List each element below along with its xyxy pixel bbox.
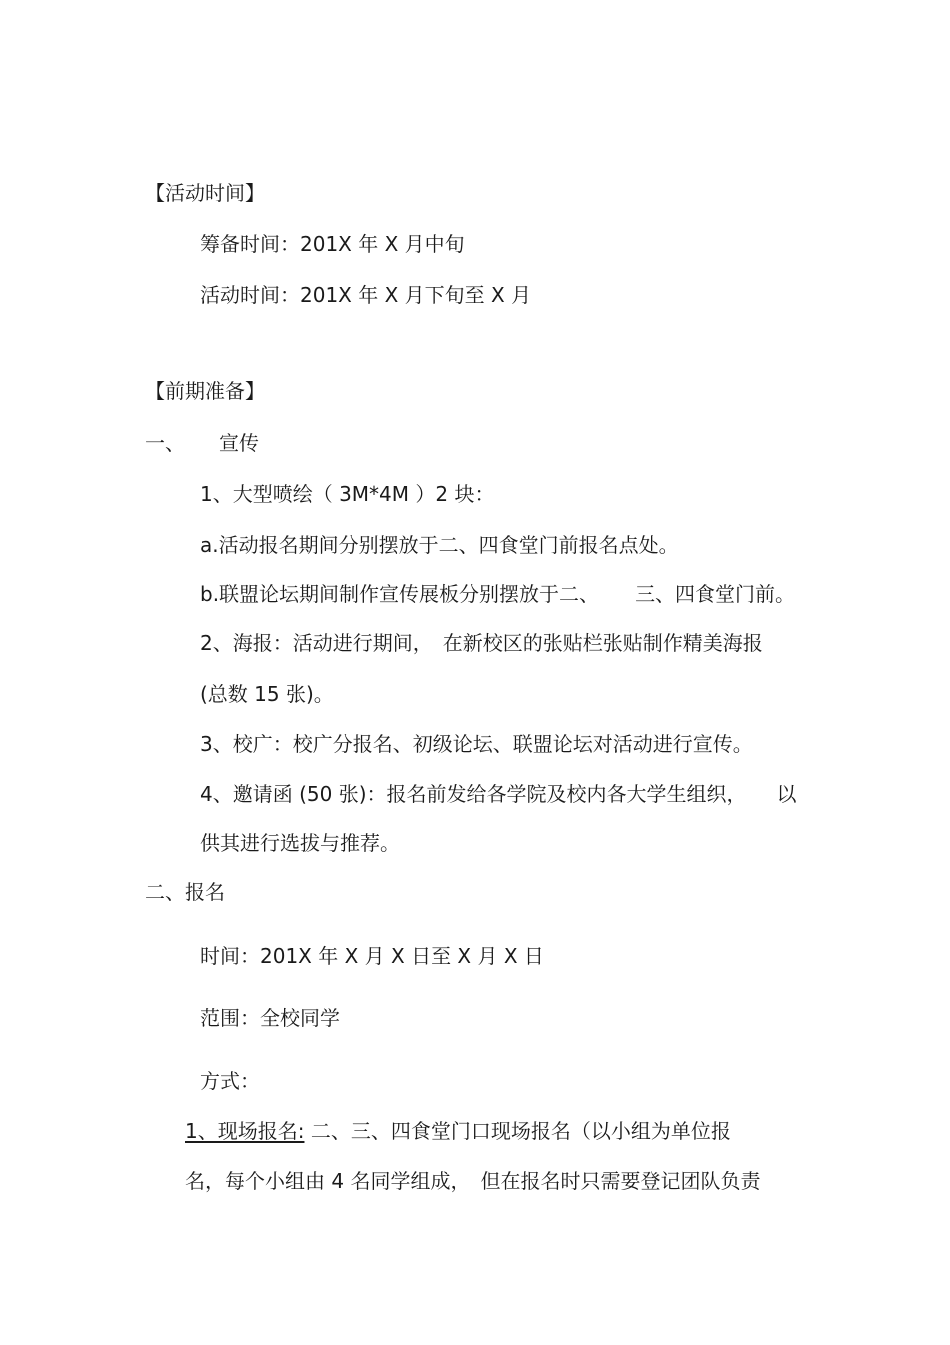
prep-time-line bbox=[200, 231, 465, 257]
publicity-item-4-part1: 4、邀请函 (50 张)：报名前发给各学院及校内各大学生组织， bbox=[200, 782, 747, 806]
publicity-item-2 bbox=[200, 630, 763, 656]
event-time-line bbox=[200, 282, 531, 308]
onsite-registration-cont-part1: 名，每个小组由 4 名同学组成， bbox=[185, 1169, 471, 1193]
publicity-item-1b-part2: 三、四食堂门前。 bbox=[635, 582, 796, 606]
onsite-registration-cont-part2: 但在报名时只需要登记团队负责 bbox=[480, 1169, 761, 1193]
publicity-item-2-continued: (总数 15 张)。 bbox=[200, 682, 334, 706]
registration-scope: 范围：全校同学 bbox=[200, 1006, 340, 1030]
publicity-number: 一、 bbox=[145, 431, 185, 455]
publicity-item-1: 1、大型喷绘（ 3M*4M ）2 块： bbox=[200, 482, 495, 506]
publicity-item-4-continued: 供其进行选拔与推荐。 bbox=[200, 831, 400, 855]
onsite-registration-continued bbox=[185, 1168, 760, 1194]
onsite-registration-text: 二、三、四食堂门口现场报名（以小组为单位报 bbox=[304, 1119, 731, 1143]
section-heading-activity-time: 【活动时间】 bbox=[145, 181, 265, 205]
event-time-label: 活动时间： bbox=[200, 283, 300, 307]
publicity-item-4 bbox=[200, 781, 797, 807]
publicity-item-4-part2: 以 bbox=[776, 782, 797, 806]
publicity-item-2-part1: 2、海报：活动进行期间， bbox=[200, 631, 433, 655]
publicity-item-1a: a.活动报名期间分别摆放于二、四食堂门前报名点处。 bbox=[200, 533, 679, 557]
registration-heading: 二、报名 bbox=[145, 880, 225, 904]
onsite-registration-label: 1、现场报名: bbox=[185, 1119, 305, 1143]
publicity-item-2-part2: 在新校区的张贴栏张贴制作精美海报 bbox=[442, 631, 763, 655]
publicity-item-1b bbox=[200, 581, 795, 607]
prep-time-value: 201X 年 X 月中旬 bbox=[300, 232, 465, 256]
registration-method: 方式： bbox=[200, 1069, 260, 1093]
onsite-registration-line bbox=[185, 1118, 731, 1144]
section-heading-preparation: 【前期准备】 bbox=[145, 379, 265, 403]
event-time-value: 201X 年 X 月下旬至 X 月 bbox=[300, 283, 532, 307]
publicity-title: 宣传 bbox=[219, 431, 259, 455]
publicity-item-3: 3、校广：校广分报名、初级论坛、联盟论坛对活动进行宣传。 bbox=[200, 732, 753, 756]
prep-time-label: 筹备时间： bbox=[200, 232, 300, 256]
registration-time: 时间：201X 年 X 月 X 日至 X 月 X 日 bbox=[200, 944, 544, 968]
publicity-heading bbox=[145, 430, 259, 456]
publicity-item-1b-part1: b.联盟论坛期间制作宣传展板分别摆放于二、 bbox=[200, 582, 600, 606]
